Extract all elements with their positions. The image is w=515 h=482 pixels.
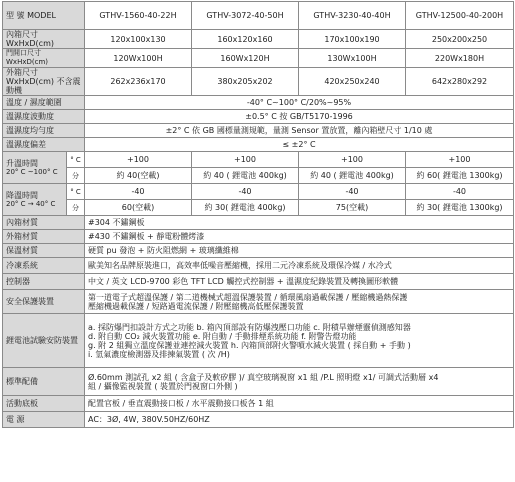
cooling-label: 冷凍系統 bbox=[3, 258, 85, 274]
outer-size-row bbox=[3, 68, 514, 96]
heat-unit-temp: ° C bbox=[67, 152, 85, 168]
standard-config-value bbox=[85, 368, 514, 396]
safety-line-2: 壓縮機過載保護 / 短路過電流保護 / 附壓縮機高低壓保護裝置 bbox=[88, 301, 304, 311]
model-4: GTHV-12500-40-200H bbox=[406, 2, 514, 30]
cool-temp-2: -40 bbox=[192, 184, 299, 200]
heat-min-2: 約 40 ( 鋰電池 400kg) bbox=[192, 168, 299, 184]
spec-table bbox=[2, 1, 514, 428]
power-value: AC：3Ø, 4W, 380V.50HZ/60HZ bbox=[85, 412, 514, 428]
temp-fluct-row bbox=[3, 110, 514, 124]
explosion-label: 鋰電池試驗安防裝置 bbox=[3, 314, 85, 368]
insulation-value: 硬質 pu 發泡 + 防火阻燃網 + 玻璃纖維棉 bbox=[85, 244, 514, 258]
explosion-row bbox=[3, 314, 514, 368]
door-size-1: 120Wx100H bbox=[85, 49, 192, 68]
cool-unit-min: 分 bbox=[67, 200, 85, 216]
outer-size-1: 262x236x170 bbox=[85, 68, 192, 96]
temp-fluct-value: ±0.5° C 按 GB/T5170-1996 bbox=[85, 110, 514, 124]
explosion-line-4: i. 氫氣濃度檢測器及排揀氣裝置 ( 次 /H) bbox=[88, 349, 230, 359]
explosion-line-1: a. 採防爆門扣設計方式之功能 b. 箱內頂部設有防爆洩壓口功能 c. 附積旱辦煙靈偵測感知器 bbox=[88, 322, 411, 332]
inner-material-row bbox=[3, 216, 514, 230]
door-size-2: 160Wx120H bbox=[192, 49, 299, 68]
safety-row bbox=[3, 290, 514, 314]
heat-min-3: 約 40 ( 鋰電池 400kg) bbox=[299, 168, 406, 184]
temp-uniform-row bbox=[3, 124, 514, 138]
outer-material-row bbox=[3, 230, 514, 244]
explosion-line-2: d. 附自動 CO₂ 減火裝置功能 e. 附自動 / 手動排煙系統功能 f. 附警告燈功能 bbox=[88, 331, 357, 341]
cool-time-row bbox=[3, 184, 514, 200]
heat-time-range: 20° C ~100° C bbox=[6, 168, 58, 176]
model-1: GTHV-1560-40-22H bbox=[85, 2, 192, 30]
cool-min-1: 60(空載) bbox=[85, 200, 192, 216]
temp-deviation-value: ≤ ±2° C bbox=[85, 138, 514, 152]
inner-material-value: #304 不鏽鋼板 bbox=[85, 216, 514, 230]
safety-line-1: 第一道電子式超溫保護 / 第二道機械式超溫保護裝置 / 循環風扇過載保護 / 壓縮機過熱保護 bbox=[88, 292, 408, 302]
controller-row bbox=[3, 274, 514, 290]
controller-label: 控制器 bbox=[3, 274, 85, 290]
cool-temp-1: -40 bbox=[85, 184, 192, 200]
heat-min-1: 約 40(空載) bbox=[85, 168, 192, 184]
door-size-label: 門開口尺寸 WxHxD(cm) bbox=[3, 49, 85, 68]
door-size-3: 130Wx100H bbox=[299, 49, 406, 68]
heat-time-title: 升溫時間 bbox=[6, 159, 38, 168]
cool-time-title: 降溫時間 bbox=[6, 191, 38, 200]
temp-deviation-label: 溫濕度偏差 bbox=[3, 138, 85, 152]
vibration-plate-row bbox=[3, 396, 514, 412]
cool-min-3: 75(空載) bbox=[299, 200, 406, 216]
cool-min-row bbox=[3, 200, 514, 216]
heat-unit-min: 分 bbox=[67, 168, 85, 184]
inner-size-4: 250x200x250 bbox=[406, 30, 514, 49]
inner-size-1: 120x100x130 bbox=[85, 30, 192, 49]
explosion-line-3: g. 附 2 組獨立溫度保護並連控減火裝置 h. 內箱頂部附火警噴水減火裝置 ( 採自動 + 手動 ) bbox=[88, 340, 411, 350]
inner-size-row bbox=[3, 30, 514, 49]
header-row bbox=[3, 2, 514, 30]
temp-range-row bbox=[3, 96, 514, 110]
standard-config-line-2: 組 / 攝像監視裝置 ( 裝置於門視窗口外側 ) bbox=[88, 381, 238, 391]
cool-min-2: 約 30( 鋰電池 400kg) bbox=[192, 200, 299, 216]
model-3: GTHV-3230-40-40H bbox=[299, 2, 406, 30]
outer-size-3: 420x250x240 bbox=[299, 68, 406, 96]
heat-temp-3: +100 bbox=[299, 152, 406, 168]
inner-size-2: 160x120x160 bbox=[192, 30, 299, 49]
cool-temp-4: -40 bbox=[406, 184, 514, 200]
insulation-row bbox=[3, 244, 514, 258]
explosion-value bbox=[85, 314, 514, 368]
heat-min-row bbox=[3, 168, 514, 184]
heat-temp-2: +100 bbox=[192, 152, 299, 168]
heat-time-label bbox=[3, 152, 67, 184]
cool-unit-temp: ° C bbox=[67, 184, 85, 200]
cool-time-label bbox=[3, 184, 67, 216]
cooling-row bbox=[3, 258, 514, 274]
outer-size-4: 642x280x292 bbox=[406, 68, 514, 96]
temp-uniform-label: 溫濕度均勻度 bbox=[3, 124, 85, 138]
insulation-label: 保溫材質 bbox=[3, 244, 85, 258]
standard-config-label: 標準配備 bbox=[3, 368, 85, 396]
model-2: GTHV-3072-40-50H bbox=[192, 2, 299, 30]
temp-uniform-value: ±2° C 依 GB 國標量測規範，量測 Sensor 置放置，離內箱壁尺寸 1/10 處 bbox=[85, 124, 514, 138]
safety-value bbox=[85, 290, 514, 314]
inner-size-3: 170x100x190 bbox=[299, 30, 406, 49]
door-size-row bbox=[3, 49, 514, 68]
cooling-value: 歐美知名品牌原裝進口，高效率低噪音壓縮機，採用二元冷凍系統及環保冷媒 / 水冷式 bbox=[85, 258, 514, 274]
vibration-plate-label: 活動底板 bbox=[3, 396, 85, 412]
standard-config-line-1: Ø.60mm 測試孔 x2 組 ( 含盒子及軟矽膠 )/ 真空玻璃視窗 x1 組 /P.L 照明燈 x1/ 可調式活動層 x4 bbox=[88, 372, 439, 382]
heat-min-4: 約 60( 鋰電池 1300kg) bbox=[406, 168, 514, 184]
temp-deviation-row bbox=[3, 138, 514, 152]
heat-temp-1: +100 bbox=[85, 152, 192, 168]
temp-fluct-label: 溫濕度波動度 bbox=[3, 110, 85, 124]
inner-material-label: 內箱材質 bbox=[3, 216, 85, 230]
door-size-4: 220Wx180H bbox=[406, 49, 514, 68]
safety-label: 安全保護裝置 bbox=[3, 290, 85, 314]
controller-value: 中文 / 英文 LCD-9700 彩色 TFT LCD 觸控式控制器 + 溫濕度紀錄裝置及轉換圖形軟體 bbox=[85, 274, 514, 290]
heat-time-row bbox=[3, 152, 514, 168]
heat-temp-4: +100 bbox=[406, 152, 514, 168]
vibration-plate-value: 配置官板 / 垂直震動接口板 / 水平震動接口板各 1 組 bbox=[85, 396, 514, 412]
power-label: 電 源 bbox=[3, 412, 85, 428]
outer-size-label: 外箱尺寸 WxHxD(cm) 不含震動機 bbox=[3, 68, 85, 96]
inner-size-label: 內箱尺寸 WxHxD(cm) bbox=[3, 30, 85, 49]
temp-range-value: -40° C~100° C/20%~95% bbox=[85, 96, 514, 110]
outer-size-2: 380x205x202 bbox=[192, 68, 299, 96]
outer-material-value: #430 不鏽鋼板 + 靜電粉體烤漆 bbox=[85, 230, 514, 244]
standard-config-row bbox=[3, 368, 514, 396]
temp-range-label: 溫度 / 濕度範圍 bbox=[3, 96, 85, 110]
cool-temp-3: -40 bbox=[299, 184, 406, 200]
model-label: 型 號 MODEL bbox=[3, 2, 85, 30]
cool-time-range: 20° C → 40° C bbox=[6, 200, 56, 208]
cool-min-4: 約 30( 鋰電池 1300kg) bbox=[406, 200, 514, 216]
power-row bbox=[3, 412, 514, 428]
outer-material-label: 外箱材質 bbox=[3, 230, 85, 244]
